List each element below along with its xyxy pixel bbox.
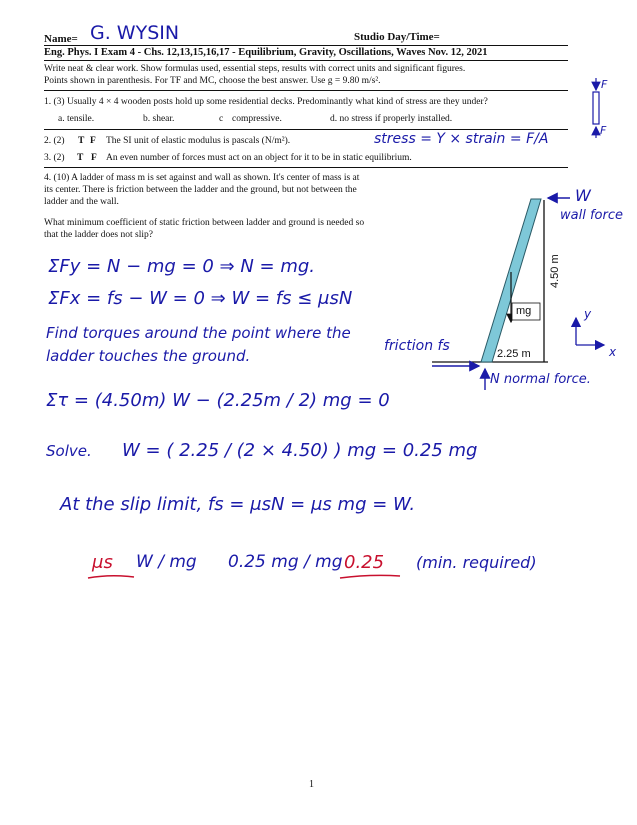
q1-option-c: compressive. [232,114,282,124]
q2-false: F [90,136,96,146]
height-label: 4.50 m [549,254,561,288]
friction-text: friction fs [384,338,450,354]
q3-true: T [77,153,84,163]
exam-title: Eng. Phys. I Exam 4 - Chs. 12,13,15,16,17 - Equilibrium, Gravity, Oscillations, Waves Nov. 12, 2021 [44,47,488,58]
mu-fraction-2: 0.25 mg / mg [228,552,343,572]
margin-note-top: F [601,78,608,91]
instructions-line2: Points shown in parenthesis. For TF and MC, choose the best answer. Use g = 9.80 m/s². [44,76,381,86]
q4-line4: What minimum coefficient of static friction between ladder and ground is needed so [44,218,365,228]
torque-equation: Στ = (4.50m) W − (2.25m / 2) mg = 0 [46,390,390,411]
mu-result: 0.25 [344,552,385,573]
q3-prefix: 3. (2) [44,153,65,163]
q4-line5: that the ladder does not slip? [44,230,153,240]
sum-forces-x: ΣFx = fs − W = 0 ⇒ W = fs ≤ μsN [48,288,353,309]
mu-lhs: μs [92,552,113,573]
torque-note-line2: ladder touches the ground. [46,347,251,365]
wall-force-W: W [575,186,591,205]
student-name: G. WYSIN [90,22,180,44]
studio-label: Studio Day/Time= [354,31,440,43]
mu-fraction-1: W / mg [136,552,197,572]
margin-note-bottom: F [600,124,607,137]
q1-option-a: a. tensile. [58,114,95,124]
axis-y-label: y [584,307,592,321]
q4-line2: its center. There is friction between the ladder and the ground, but not between the [44,185,357,195]
instructions-line1: Write neat & clear work. Show formulas used, essential steps, results with correct units and significant figures. [44,64,466,74]
page-number: 1 [309,779,314,790]
solve-equation: W = ( 2.25 / (2 × 4.50) ) mg = 0.25 mg [122,440,478,461]
solve-label: Solve. [46,442,92,460]
mu-note: (min. required) [416,553,537,572]
q3-false-mark: F [91,153,97,163]
base-label: 2.25 m [497,348,531,360]
weight-label: mg [516,305,532,317]
q1-option-b: b. shear. [143,114,175,124]
q2-true-mark: T [78,136,85,146]
q1-option-c-mark: c [219,114,224,124]
torque-note-line1: Find torques around the point where the [46,324,351,342]
margin-post-sketch [593,92,599,124]
q4-line3: ladder and the wall. [44,197,119,207]
q1-option-d: d. no stress if properly installed. [330,114,453,124]
q1-text: 1. (3) Usually 4 × 4 wooden posts hold up some residential decks. Predominantly what kind of stress are they under? [44,97,488,107]
wall-force-text: wall force [560,208,623,223]
name-label: Name= [44,33,78,45]
q2-handwritten: stress = Y × strain = F/A [374,131,549,147]
sum-forces-y: ΣFy = N − mg = 0 ⇒ N = mg. [48,256,316,277]
normal-force-text: N normal force. [490,372,591,387]
q4-line1: 4. (10) A ladder of mass m is set against and wall as shown. It's center of mass is at [44,173,360,183]
q2-text: The SI unit of elastic modulus is pascals (N/m²). [106,136,291,146]
slip-limit-line: At the slip limit, fs = μsN = μs mg = W. [60,494,416,515]
q3-text: An even number of forces must act on an object for it to be in static equilibrium. [106,153,412,163]
axis-x-label: x [609,345,617,359]
q2-prefix: 2. (2) [44,136,65,146]
